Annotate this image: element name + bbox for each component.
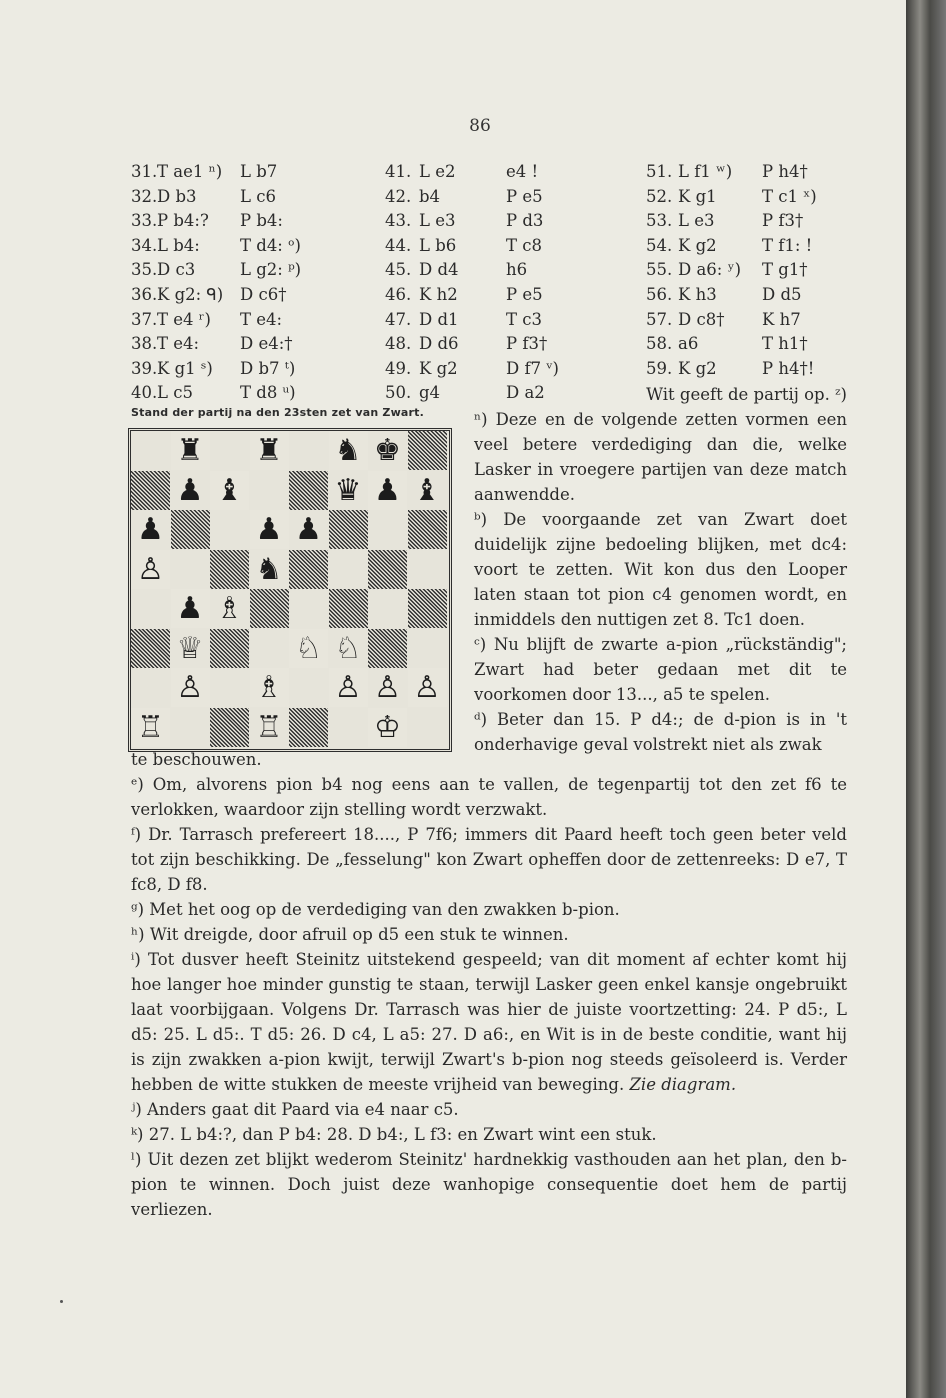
move-number: 50. (385, 383, 412, 403)
zie-diagram: Zie diagram. (629, 1075, 737, 1094)
move-black: L c6 (240, 186, 276, 206)
move-number: 36. (131, 285, 158, 304)
board-square (250, 629, 289, 668)
move-number: 40. (131, 383, 158, 403)
chess-piece: ♔ (368, 708, 407, 747)
chess-piece: ♜ (171, 431, 210, 470)
move-black: T h1† (762, 334, 808, 354)
chess-piece: ♟ (295, 512, 322, 547)
chess-piece: ♘ (289, 629, 328, 668)
chess-piece: ♚ (374, 433, 401, 468)
move-black: D f7 ᵛ) (506, 358, 559, 378)
move-black: L g2: ᵖ) (240, 260, 302, 280)
chess-piece: ♖ (255, 709, 283, 745)
move-number: 55. (646, 260, 673, 280)
note-i (131, 947, 847, 1097)
move-black: D e4:† (240, 334, 293, 354)
move-black: P f3† (506, 334, 548, 354)
move-white: L b6 (419, 235, 457, 255)
move-white: D d1 (419, 309, 459, 329)
move-white: D c8† (678, 309, 725, 329)
board-square (250, 589, 289, 628)
note-h: ʰ) Wit dreigde, door afruil op d5 een stuk te winnen. (131, 925, 569, 944)
move-black: K h7 (762, 309, 801, 329)
note-k: ᵏ) 27. L b4:?, dan P b4: 28. D b4:, L f3: en Zwart wint een stuk. (131, 1125, 657, 1144)
move-number: 47. (385, 309, 412, 329)
move-white: D b3 (157, 186, 197, 206)
board-square (250, 471, 289, 510)
move-number: 51. (646, 162, 673, 181)
notes-beside-diagram (474, 382, 847, 757)
chess-piece: ♗ (216, 591, 243, 626)
move-number: 39. (131, 358, 158, 378)
note-d-continued: te beschouwen. (131, 750, 262, 769)
move-white: g4 (419, 383, 441, 403)
move-white: D c3 (157, 260, 196, 280)
page-number: 86 (469, 116, 491, 136)
move-white: b4 (419, 186, 441, 206)
board-square (171, 708, 210, 747)
chess-piece: ♞ (255, 551, 283, 587)
board-square (210, 629, 249, 668)
move-number: 41. (385, 162, 412, 181)
note-j: ʲ) Anders gaat dit Paard via e4 naar c5. (131, 1100, 459, 1119)
move-black: D c6† (240, 285, 287, 304)
move-white: K g2: ᑫ) (157, 285, 224, 304)
move-black: e4 ! (506, 162, 539, 181)
note-l: ˡ) Uit dezen zet blijkt wederom Steinitz' hardnekkig vasthouden aan het plan, den b-pion te winnen. Doch juist deze wanhopige consequentie doet hem de partij verliezen. (131, 1150, 847, 1219)
move-black: P e5 (506, 186, 543, 206)
page-speck (60, 1300, 63, 1303)
chess-piece: ♗ (250, 668, 289, 707)
board-square (368, 629, 407, 668)
move-white: L c5 (157, 383, 193, 403)
board-square (210, 510, 249, 549)
board-square (408, 629, 447, 668)
chess-piece: ♕ (176, 630, 204, 666)
move-number: 33. (131, 211, 158, 231)
chess-piece: ♙ (131, 550, 170, 589)
move-number: 56. (646, 285, 673, 304)
move-number: 52. (646, 186, 673, 206)
move-black: P h4†! (762, 358, 815, 378)
move-number: 58. (646, 334, 673, 354)
note-e: ᵉ) Om, alvorens pion b4 nog eens aan te vallen, de tegenpartij tot den zet f6 te verlokken, waardoor zijn stelling wordt verzwakt. (131, 775, 847, 819)
diagram-caption: Stand der partij na den 23sten zet van Zwart. (131, 406, 425, 419)
move-white: T e4 ʳ) (157, 309, 211, 329)
move-white: P b4:? (157, 211, 209, 231)
move-white: D d6 (419, 334, 459, 354)
move-black: T e4: (240, 309, 283, 329)
board-square (210, 431, 249, 470)
chess-piece: ♙ (171, 668, 210, 707)
chess-diagram (128, 428, 452, 752)
chess-piece: ♟ (171, 589, 210, 628)
board-square (408, 708, 447, 747)
board-square (289, 708, 328, 747)
move-white: L f1 ʷ) (678, 162, 733, 181)
move-white: K g2 (678, 235, 717, 255)
board-square (289, 668, 328, 707)
board-square (210, 668, 249, 707)
move-number: 49. (385, 358, 412, 378)
move-white: K g1 (678, 186, 717, 206)
board-square (329, 510, 368, 549)
board-square (171, 550, 210, 589)
move-number: 31. (131, 162, 158, 181)
move-black: P e5 (506, 285, 543, 304)
chess-piece: ♖ (131, 708, 170, 747)
move-white: T ae1 ⁿ) (157, 162, 223, 181)
move-black: P f3† (762, 211, 804, 231)
move-number: 44. (385, 235, 412, 255)
move-black: P d3 (506, 211, 544, 231)
board-square (289, 431, 328, 470)
move-white: K g2 (678, 358, 717, 378)
chess-piece: ♛ (334, 472, 362, 508)
move-black: D d5 (762, 285, 802, 304)
move-number: 48. (385, 334, 412, 354)
chess-piece: ♙ (408, 668, 447, 707)
board-square (131, 431, 170, 470)
board-square (289, 471, 328, 510)
chess-piece: ♜ (250, 431, 289, 470)
move-black: D a2 (506, 383, 545, 403)
move-white: D a6: ʸ) (678, 260, 742, 280)
board-square (131, 471, 170, 510)
note-i-text: ⁱ) Tot dusver heeft Steinitz uitstekend gespeeld; van dit moment af echter komt hij hoe langer hoe minder gunstig te staan, terwijl Lasker geen enkel kansje ongebruikt laat voorbijgaan. Volgens Dr. Tarrasch was hier de juiste voortzetting: 24. P d5:, L d5: 25. L d5:. T d5: 26. D c4, L a5: 27. D a6:, en Wit is in de beste conditie, want hij is zijn zwakken a-pion kwijt, terwijl Zwart's b-pion nog steeds geïsoleerd is. Verder hebben de witte stukken de meeste vrijheid van beweging. (131, 950, 847, 1094)
board-square (368, 550, 407, 589)
board-square (408, 550, 447, 589)
board-square (408, 510, 447, 549)
chess-piece: ♙ (374, 670, 401, 705)
move-number: 32. (131, 186, 158, 206)
board-square (329, 589, 368, 628)
chess-piece: ♞ (329, 431, 368, 470)
note-g: ᵍ) Met het oog op de verdediging van den zwakken b-pion. (131, 900, 620, 919)
move-white: L e2 (419, 162, 456, 181)
move-white: K g1 ˢ) (157, 358, 213, 378)
move-black: D b7 ᵗ) (240, 358, 296, 378)
move-white: L e3 (678, 211, 715, 231)
move-number: 37. (131, 309, 158, 329)
move-white: K h3 (678, 285, 717, 304)
board-square (131, 629, 170, 668)
board-square (368, 510, 407, 549)
move-black: T f1: ! (762, 235, 813, 255)
board-square (131, 668, 170, 707)
board-square (131, 589, 170, 628)
board-square (210, 550, 249, 589)
move-white: K h2 (419, 285, 458, 304)
chess-piece: ♝ (413, 472, 441, 508)
move-white: K g2 (419, 358, 458, 378)
move-black: h6 (506, 260, 528, 280)
chess-piece: ♝ (210, 471, 249, 510)
move-number: 46. (385, 285, 412, 304)
move-black: P h4† (762, 162, 808, 181)
note-n: ⁿ) Deze en de volgende zetten vormen een veel betere verdediging dan die, welke Lasker in vroegere partijen van deze match aanwendde. (474, 410, 847, 504)
move-black: T d8 ᵘ) (240, 383, 296, 403)
move-number: 57. (646, 309, 673, 329)
chess-piece: ♟ (368, 471, 407, 510)
move-number: 45. (385, 260, 412, 280)
board-square (289, 550, 328, 589)
result-line: Wit geeft de partij op. ᶻ) (646, 385, 847, 404)
chess-piece: ♟ (250, 510, 289, 549)
move-number: 34. (131, 235, 158, 255)
notes-full-width (131, 747, 847, 1222)
chess-piece: ♘ (334, 630, 362, 666)
book-edge (906, 0, 946, 1398)
note-f: ᶠ) Dr. Tarrasch prefereert 18...., P 7f6; immers dit Paard heeft toch geen beter veld tot zijn beschikking. De „fesselung" kon Zwart opheffen door de zettenreeks: D e7, T fc8, D f8. (131, 825, 847, 894)
move-number: 53. (646, 211, 673, 231)
move-black: T c1 ˣ) (762, 186, 817, 206)
move-white: D d4 (419, 260, 459, 280)
board-square (289, 589, 328, 628)
note-d: ᵈ) Beter dan 15. P d4:; de d-pion is in 't onderhavige geval volstrekt niet als zwak (474, 710, 847, 754)
board-square (329, 708, 368, 747)
move-number: 43. (385, 211, 412, 231)
move-white: L e3 (419, 211, 456, 231)
board-square (368, 589, 407, 628)
move-number: 38. (131, 334, 158, 354)
move-white: a6 (678, 334, 699, 354)
move-white: L b4: (157, 235, 200, 255)
move-number: 59. (646, 358, 673, 378)
move-white: T e4: (157, 334, 200, 354)
move-black: P b4: (240, 211, 283, 231)
board-square (171, 510, 210, 549)
move-black: T g1† (762, 260, 808, 280)
chess-piece: ♟ (176, 472, 204, 508)
board-square (210, 708, 249, 747)
board-square (408, 431, 447, 470)
note-b: ᵇ) De voorgaande zet van Zwart doet duidelijk zijne bedoeling blijken, met dc4: voort te zetten. Wit kon dus den Looper laten staan tot pion c4 genomen wordt, en inmiddels den nuttigen zet 8. Tc1 doen. (474, 510, 847, 629)
move-black: T d4: ᵒ) (240, 235, 301, 255)
chess-piece: ♟ (137, 512, 164, 547)
move-black: T c3 (506, 309, 542, 329)
board-square (408, 589, 447, 628)
board-square (329, 550, 368, 589)
move-black: T c8 (506, 235, 542, 255)
chess-piece: ♙ (329, 668, 368, 707)
move-number: 35. (131, 260, 158, 280)
move-black: L b7 (240, 162, 278, 181)
move-number: 42. (385, 186, 412, 206)
move-number: 54. (646, 235, 673, 255)
note-c: ᶜ) Nu blijft de zwarte a-pion „rückständig"; Zwart had beter gedaan met dit te voorkomen door 13..., a5 te spelen. (474, 635, 847, 704)
